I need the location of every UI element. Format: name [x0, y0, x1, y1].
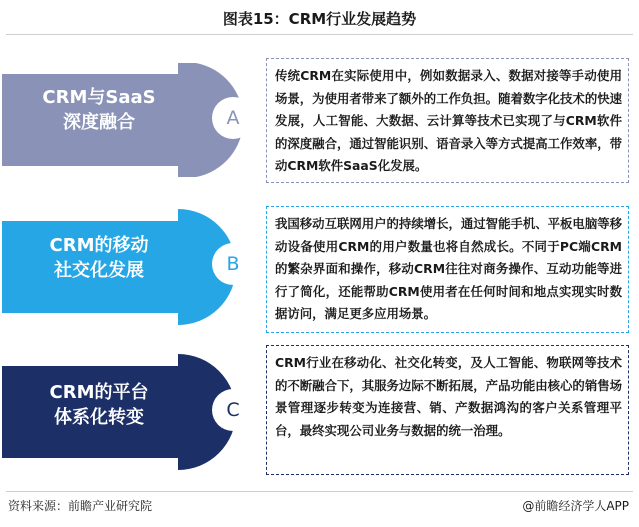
letter-badge-c: C — [212, 389, 254, 431]
letter-badge-b: B — [212, 243, 254, 285]
trend-label-b-line1: CRM的移动 — [49, 235, 149, 256]
trend-label-c-line1: CRM的平台 — [49, 382, 149, 403]
trend-label-b-line2: 社交化发展 — [54, 260, 144, 281]
trend-label-a — [36, 85, 162, 135]
trend-label-c-line2: 体系化转变 — [54, 407, 144, 428]
trend-label-c — [36, 380, 162, 430]
trend-description-c: CRM行业在移动化、社交化转变，及人工智能、物联网等技术的不断融合下，其服务边际不断拓展，产品功能由核心的销售场景管理逐步转变为连接营、销、产数据鸿沟的客户关系管理平台，最终实现公司业务与数据的统一治理。 — [266, 345, 629, 475]
letter-badge-a: A — [212, 97, 254, 139]
trend-row-a — [0, 48, 639, 188]
page-title: 图表15：CRM行业发展趋势 — [222, 10, 417, 28]
trend-label-a-line1: CRM与SaaS — [42, 87, 156, 108]
trend-label-a-line2: 深度融合 — [63, 112, 135, 133]
trend-description-a: 传统CRM在实际使用中，例如数据录入、数据对接等手动使用场景，为使用者带来了额外的工作负担。随着数字化技术的快速发展，人工智能、大数据、云计算等技术已实现了与CRM软件的深度融合，通过智能识别、语音录入等方式提高工作效率，带动CRM软件SaaS化发展。 — [266, 58, 629, 183]
trend-row-c — [0, 342, 639, 482]
trend-row-b — [0, 195, 639, 335]
credit-note: @前瞻经济学人APP — [522, 499, 629, 513]
footer-divider — [6, 491, 633, 492]
source-note: 资料来源：前瞻产业研究院 — [8, 499, 153, 513]
title-divider — [6, 34, 633, 35]
trend-label-b — [36, 233, 162, 283]
trend-description-b: 我国移动互联网用户的持续增长，通过智能手机、平板电脑等移动设备使用CRM的用户数量也将自然成长。不同于PC端CRM的繁杂界面和操作，移动CRM往往对商务操作、互动功能等进行了简化，还能帮助CRM使用者在任何时间和地点实现实时数据访问，满足更多应用场景。 — [266, 206, 629, 333]
